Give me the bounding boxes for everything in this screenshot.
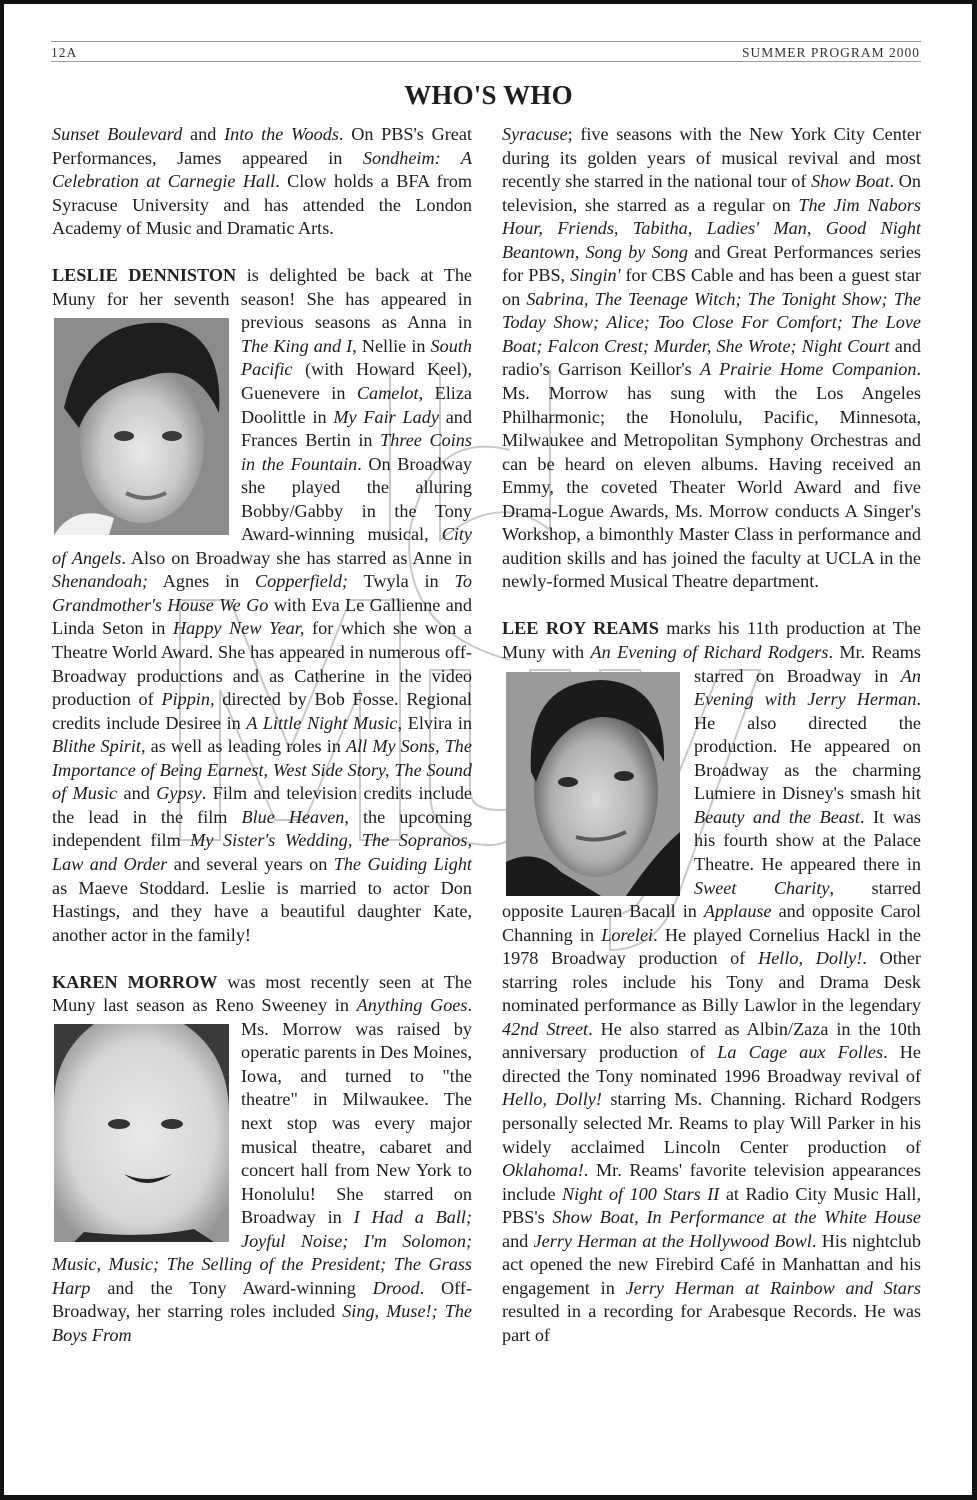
text-run: . Off-Broadway, her starring roles included [52,1277,472,1322]
text-run: . Mr. Reams starred on Broadway in [694,642,921,686]
title-italic: Syracuse [502,124,568,144]
title-italic: The Jim Nabors Hour, Friends, Tabitha, Ladies' Man, Good Night Beantown, Song by Song [502,194,922,262]
photo-karen-morrow [54,1024,229,1242]
bio-name-lee-roy: LEE ROY REAMS [502,618,659,639]
title-italic: Beauty and the Beast [694,806,860,827]
text-run: Twyla in [348,571,455,592]
title-italic: Sondheim: A Celebration at Carnegie Hall [52,147,472,192]
text-run: marks his 11th production at The Muny with [502,618,921,663]
bio-lee-roy-reams [502,617,921,1347]
text-run: . It was his fourth show at the Palace Theatre. He appeared there in [694,806,921,874]
title-italic: Oklahoma! [502,1160,584,1181]
title-italic: Sabrina, The Teenage Witch; The Tonight Show; The Today Show; Alice; Too Close For Comfort; The Love Boat; Falcon Crest; Murder, She Wrote; Night Court [502,288,921,356]
text-run: and [502,1230,534,1251]
title-italic: Anything Goes [356,995,468,1016]
title-italic: To Grandmother's House We Go [52,571,472,615]
bio-name-leslie: LESLIE DENNISTON [52,265,237,286]
text-run: and [182,124,225,144]
page-title: WHO'S WHO [404,80,573,110]
text-run: resulted in a recording for Arabesque Records. He was part of [502,1301,921,1345]
title-italic: My Sister's Wedding, The Sopranos, Law and Order [52,830,472,874]
text-run: . On PBS's Great Performances, James appeared in [52,124,473,168]
title-italic: My Fair Lady [333,406,439,427]
text-run: . He played Cornelius Hackl in the 1978 Broadway production of [502,924,921,969]
title-italic: Show Boat [811,171,890,192]
title-italic: Applause [703,901,772,922]
title-italic: I Had a Ball; Joyful Noise; I'm Solomon; Music, Music; The Selling of the President; The Grass Harp [52,1207,472,1298]
title-italic: Copperfield; [255,571,348,592]
title-italic: Sunset Boulevard [52,124,183,144]
text-run: for which she won a Theatre World Award. She has appeared in numerous off-Broadway productions and as Catherine in the video production of [52,618,472,710]
title-italic: City of Angels [52,524,472,568]
text-run: , starred opposite Lauren Bacall in [502,877,921,922]
text-run: directed by Bob Fosse. Regional credits include Desiree in [52,689,472,733]
text-run: as well as leading roles in [145,736,346,757]
text-run: . Film and television credits include the lead in the film [52,783,472,827]
text-run: . Ms. Morrow was raised by operatic parents in Des Moines, Iowa, and turned to "the theatre" in Milwaukee. The next stop was every major musical theatre, cabaret and concert hall from New York to Honolulu! She starred on Broadway in [241,995,472,1228]
text-run: ; five seasons with the New York City Center during its golden years of musical revival and most recently she starred in the national tour of [502,124,921,192]
title-italic: 42nd Street [502,1018,589,1039]
photo-leslie-denniston [54,318,229,535]
title-italic: Drood [372,1277,420,1298]
title-italic: Lorelei [601,924,654,945]
text-run: and Great Performances series for PBS, [502,241,921,286]
header-rule-top [51,41,921,42]
text-run: Agnes in [147,571,256,592]
page-number: 12A [51,45,78,60]
text-run: was most recently seen at The Muny last season as Reno Sweeney in [52,971,472,1016]
bio-karen-morrow [52,971,472,1348]
title-italic: A Prairie Home Companion [700,359,917,380]
title-italic: Gypsy [156,783,202,804]
text-run: starring Ms. Channing. Richard Rodgers personally selected Mr. Reams to play Will Parker in his widely acclaimed Lincoln Center production of [502,1089,921,1157]
title-italic: All My Sons, The Importance of Being Earnest, West Side Story, The Sound of Music [52,736,472,804]
text-run: and several years on [167,853,334,874]
title-italic: Three Coins in the Fountain [241,430,472,474]
text-run: and Frances Bertin in [241,406,472,451]
text-run: , the upcoming independent film [52,806,472,851]
text-run: (with Howard Keel), Guenevere in [241,359,472,404]
text-run: , Eliza Doolittle in [241,383,472,427]
text-run: . Clow holds a BFA from Syracuse University and has attended the London Academy of Music and Dramatic Arts. [52,171,473,239]
text-run: , Elvira in [397,712,472,733]
text-run: and opposite Carol Channing in [502,901,921,945]
title-italic: A Little Night Music [246,712,398,733]
text-run: . He directed the Tony nominated 1996 Broadway revival of [502,1042,921,1086]
title-italic: Singin' [570,265,621,286]
text-run: . Ms. Morrow has sung with the Los Angeles Philharmonic; the Honolulu, Pacific, Minnesota, Milwaukee and Metropolitan Symphony Orchestras and can be heard on eleven albums. Having received an Emmy, the coveted Theater World Award and five Drama-Logue Awards, Ms. Morrow conducts A Singer's Workshop, a bimonthly Master Class in performance and audition skills and has joined the faculty at UCLA in the newly-formed Musical Theatre department. [502,359,922,592]
title-italic: Show Boat, In Performance at the White House [552,1207,921,1228]
text-run: . On television, she starred as a regular on [502,171,921,215]
title-italic: Hello, Dolly! [758,948,863,969]
text-run: . On Broadway she played the alluring Bobby/Gabby in the Tony Award-winning musical, [241,453,472,545]
left-column [52,123,472,1347]
title-italic: La Cage aux Folles [717,1042,884,1063]
title-italic: An Evening of Richard Rodgers [590,642,829,663]
text-run: for CBS Cable and has been a guest star on [502,265,921,309]
text-run: . Other starring roles include his Tony and Drama Desk nominated performance as Billy Lawlor in the legendary [502,948,921,1016]
text-run: . Mr. Reams' favorite television appearances include [502,1160,921,1204]
text-run: at Radio City Music Hall, PBS's [502,1183,921,1228]
text-run: and radio's Garrison Keillor's [502,335,921,380]
title-italic: Camelot [356,383,419,404]
publication-name: SUMMER PROGRAM 2000 [741,45,920,60]
title-italic: Night of 100 Stars II [562,1183,720,1204]
intro-continued [52,123,472,241]
title-italic: Blue Heaven [241,806,345,827]
title-italic: An Evening with Jerry Herman [694,665,921,710]
title-italic: Shenandoah; [52,571,148,592]
title-italic: Happy New Year, [173,618,305,639]
text-run: and the Tony Award-winning [90,1277,373,1298]
title-italic: Into the Woods [224,124,339,144]
title-italic: Jerry Herman at Rainbow and Stars [625,1277,921,1298]
text-run: is delighted be back at The Muny for her seventh season! She has appeared in previous seasons as Anna in [52,265,473,333]
text-run: . Also on Broadway she has starred as Anne in [121,547,472,568]
karen-morrow-continued [502,123,921,594]
header-rule-bottom [51,61,921,62]
title-italic: The King and I [241,335,353,356]
title-italic: South Pacific [241,335,472,380]
bio-leslie-denniston [52,264,472,947]
text-run: , Nellie in [352,335,431,356]
text-run: . He also starred as Albin/Zaza in the 10th anniversary production of [502,1018,921,1063]
title-italic: Sing, Muse!; The Boys From [52,1301,473,1345]
right-column [502,123,921,1347]
text-run: . His nightclub act opened the new Firebird Café in Manhattan and his engagement in [502,1230,921,1298]
text-run: . He also directed the production. He appeared on Broadway as the charming Lumiere in Disney's smash hit [694,689,921,804]
text-run: as Maeve Stoddard. Leslie is married to actor Don Hastings, and they have a beautiful daughter Kate, another actor in the family! [52,877,472,945]
title-italic: Hello, Dolly! [502,1089,602,1110]
title-italic: The Guiding Light [333,853,472,874]
text-run: and [117,783,157,804]
photo-lee-roy-reams [506,672,680,896]
title-italic: Pippin, [161,689,215,710]
title-italic: Blithe Spirit, [52,736,146,757]
title-italic: Jerry Herman at the Hollywood Bowl [533,1230,812,1251]
text-run: with Eva Le Gallienne and Linda Seton in [52,594,472,639]
title-italic: Sweet Charity [694,877,830,898]
bio-name-karen: KAREN MORROW [52,971,218,992]
